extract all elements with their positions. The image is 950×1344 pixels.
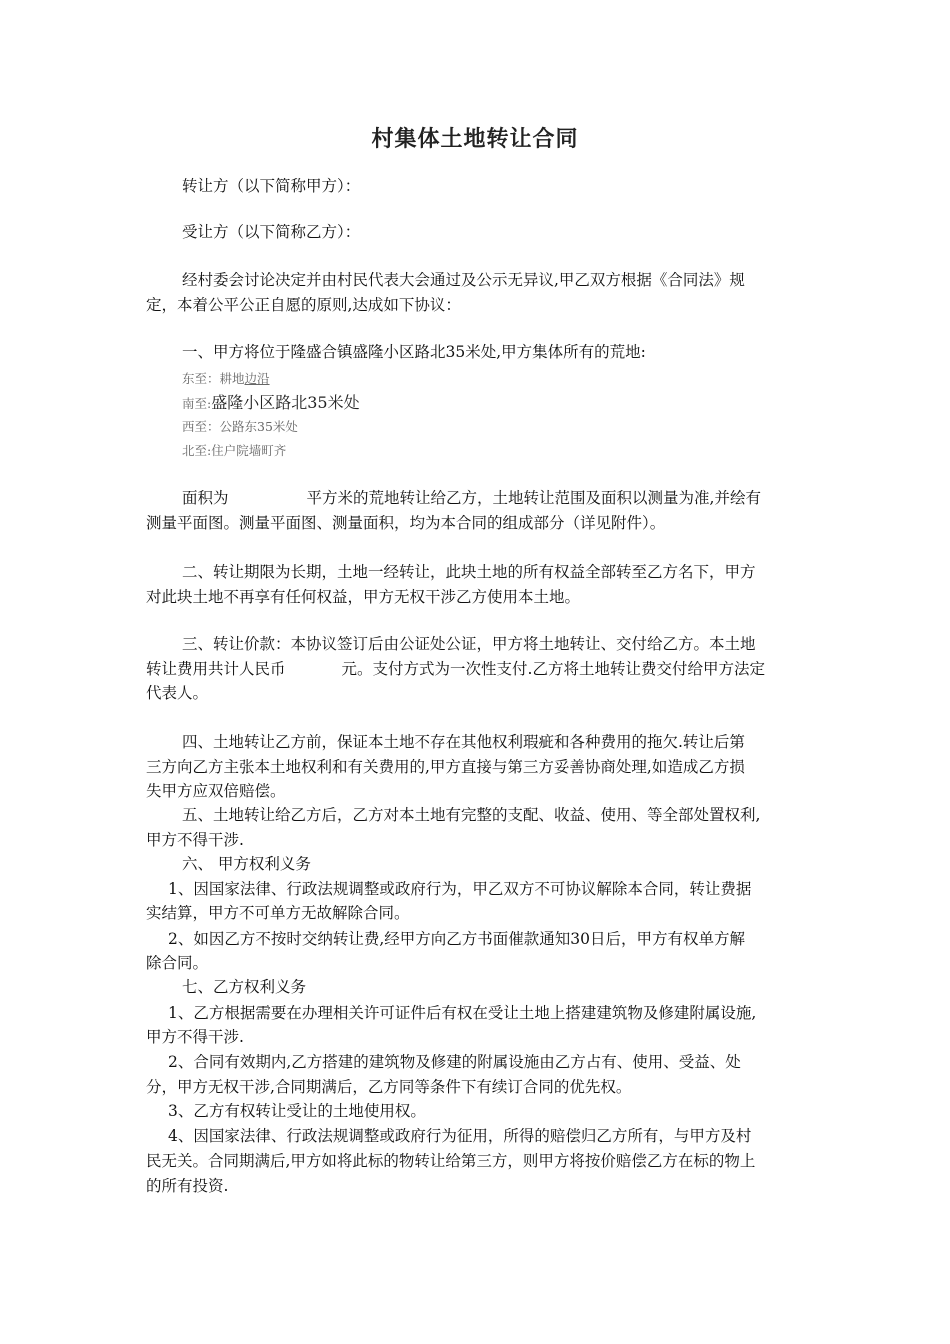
document-title: 村集体土地转让合同 bbox=[371, 127, 579, 152]
section-7-item-1-line-2: 甲方不得干涉. bbox=[146, 1028, 244, 1046]
price-prefix: 转让费用共计人民币 bbox=[146, 660, 286, 678]
section-6-item-1-line-2: 实结算，甲方不可单方无故解除合同。 bbox=[146, 904, 410, 922]
section-3-line-2 bbox=[146, 657, 826, 682]
intro-line-2: 定，本着公平公正自愿的原则,达成如下协议： bbox=[146, 296, 461, 314]
section-7-item-4-line-2: 民无关。合同期满后,甲方如将此标的物转让给第三方，则甲方将按价赔偿乙方在标的物上 bbox=[146, 1152, 756, 1170]
section-3-line-1: 三、转让价款：本协议签订后由公证处公证，甲方将土地转让、交付给乙方。本土地 bbox=[182, 635, 756, 653]
section-6-item-2-line-2: 除合同。 bbox=[146, 954, 209, 972]
area-line-1 bbox=[182, 486, 862, 511]
boundary-west: 西至：公路东35米处 bbox=[182, 419, 298, 434]
section-7-item-4-line-3: 的所有投资. bbox=[146, 1177, 229, 1195]
section-5-line-1: 五、土地转让给乙方后，乙方对本土地有完整的支配、收益、使用、等全部处置权利, bbox=[182, 806, 761, 824]
section-3-line-3: 代表人。 bbox=[146, 684, 209, 702]
section-2-line-1: 二、转让期限为长期，土地一经转让，此块土地的所有权益全部转至乙方名下，甲方 bbox=[182, 563, 756, 581]
party-a-line: 转让方（以下简称甲方）： bbox=[182, 177, 361, 195]
section-1-heading: 一、甲方将位于隆盛合镇盛隆小区路北35米处,甲方集体所有的荒地: bbox=[182, 343, 646, 361]
section-6-item-1-line-1: 1、因国家法律、行政法规调整或政府行为，甲乙双方不可协议解除本合同，转让费据 bbox=[168, 880, 752, 898]
section-6-item-2-line-1: 2、如因乙方不按时交纳转让费,经甲方向乙方书面催款通知30日后，甲方有权单方解 bbox=[168, 930, 746, 948]
section-4-line-2: 三方向乙方主张本土地权利和有关费用的,甲方直接与第三方妥善协商处理,如造成乙方损 bbox=[146, 758, 745, 776]
boundary-south-value: 盛隆小区路北35米处 bbox=[211, 393, 360, 412]
section-7-item-4-line-1: 4、因国家法律、行政法规调整或政府行为征用，所得的赔偿归乙方所有，与甲方及村 bbox=[168, 1127, 752, 1145]
section-7-heading: 七、乙方权利义务 bbox=[182, 978, 307, 996]
section-5-line-2: 甲方不得干涉. bbox=[146, 831, 244, 849]
area-line-2: 测量平面图。测量平面图、测量面积，均为本合同的组成部分（详见附件）。 bbox=[146, 514, 666, 532]
section-6-heading: 六、 甲方权利义务 bbox=[182, 855, 311, 873]
boundary-south-prefix: 南至: bbox=[182, 396, 212, 411]
section-4-line-1: 四、土地转让乙方前，保证本土地不存在其他权利瑕疵和各种费用的拖欠.转让后第 bbox=[182, 733, 745, 751]
area-prefix: 面积为 bbox=[182, 489, 229, 507]
boundary-east bbox=[182, 366, 862, 391]
party-b-line: 受让方（以下简称乙方）： bbox=[182, 223, 361, 241]
boundary-east-prefix: 东至：耕地 bbox=[182, 371, 245, 386]
area-suffix: 平方米的荒地转让给乙方，土地转让范围及面积以测量为准,并绘有 bbox=[306, 489, 761, 507]
intro-line-1: 经村委会讨论决定并由村民代表大会通过及公示无异议,甲乙双方根据《合同法》规 bbox=[182, 271, 745, 289]
section-2-line-2: 对此块土地不再享有任何权益，甲方无权干涉乙方使用本土地。 bbox=[146, 588, 581, 606]
price-suffix: 元。支付方式为一次性支付.乙方将土地转让费交付给甲方法定 bbox=[341, 660, 765, 678]
boundary-south bbox=[182, 390, 862, 416]
boundary-north: 北至:住户院墙町齐 bbox=[182, 443, 287, 458]
section-7-item-3: 3、乙方有权转让受让的土地使用权。 bbox=[168, 1102, 426, 1120]
section-7-item-1-line-1: 1、乙方根据需要在办理相关许可证件后有权在受让土地上搭建建筑物及修建附属设施, bbox=[168, 1004, 757, 1022]
boundary-east-value: 边沿 bbox=[244, 371, 270, 386]
section-4-line-3: 失甲方应双倍赔偿。 bbox=[146, 782, 286, 800]
section-7-item-2-line-1: 2、合同有效期内,乙方搭建的建筑物及修建的附属设施由乙方占有、使用、受益、处 bbox=[168, 1053, 741, 1071]
section-7-item-2-line-2: 分，甲方无权干涉,合同期满后，乙方同等条件下有续订合同的优先权。 bbox=[146, 1078, 632, 1096]
